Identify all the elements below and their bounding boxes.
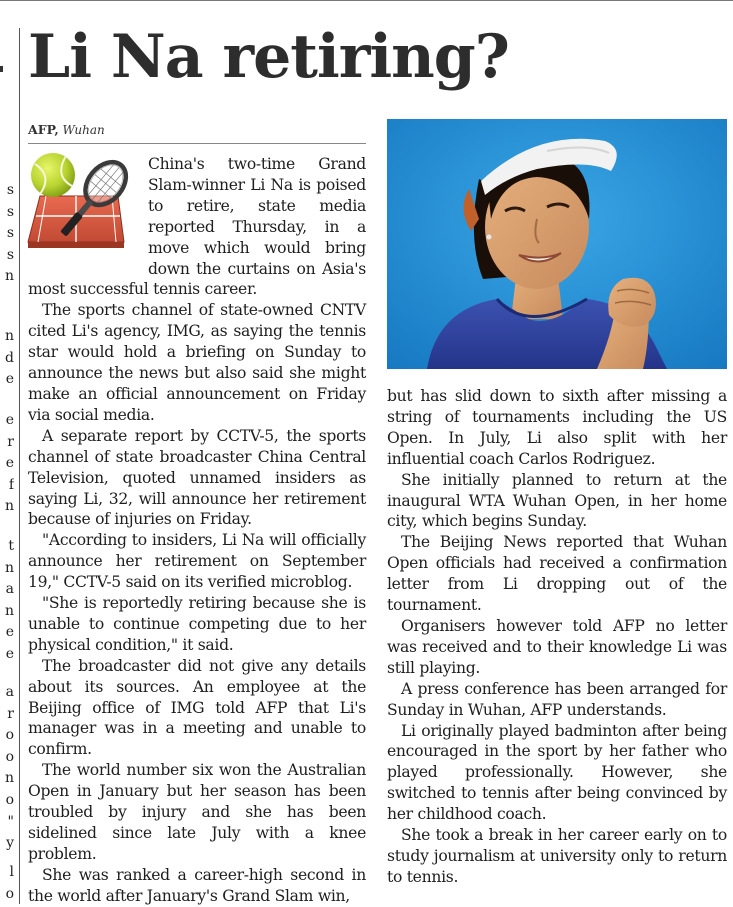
article-paragraph: A separate report by CCTV-5, the sports channel of state broadcaster China Central Television, quoted unnamed insiders as saying Li, 32, will announce her retirement because of injuries on Friday. bbox=[28, 426, 366, 529]
byline bbox=[28, 122, 105, 137]
byline-agency: AFP, bbox=[28, 122, 59, 137]
article-paragraph: The broadcaster did not give any details about its sources. An employee at the Beijing office of IMG told AFP that Li's manager was in a meeting and unable to confirm. bbox=[28, 656, 366, 759]
previous-article-fragment: n d e bbox=[4, 328, 14, 388]
previous-article-fragment: l o bbox=[5, 864, 14, 902]
previous-article-fragment: s s s s n bbox=[4, 182, 14, 285]
byline-rule bbox=[28, 143, 366, 144]
article-paragraph: The world number six won the Australian Open in January but her season has been troubled by injury and she has been sidelined since late July with a knee problem. bbox=[28, 761, 366, 863]
top-rule bbox=[0, 0, 733, 1]
previous-article-fragment: a r o o n o " y bbox=[4, 684, 14, 852]
article-column-left bbox=[28, 154, 366, 907]
article-paragraph: A press conference has been arranged for Sunday in Wuhan, AFP understands. bbox=[387, 679, 727, 719]
article-paragraph: She initially planned to return at the inaugural WTA Wuhan Open, in her home city, which begins Sunday. bbox=[387, 470, 727, 531]
article-paragraph: She was ranked a career-high second in the world after January's Grand Slam win, bbox=[28, 865, 366, 905]
margin-mark bbox=[0, 66, 3, 72]
article-paragraph: She took a break in her career early on to study journalism at university only to return to tennis. bbox=[387, 826, 727, 886]
headline: Li Na retiring? bbox=[28, 22, 509, 92]
article-paragraph: The sports channel of state-owned CNTV cited Li's agency, IMG, as saying the tennis star would hold a briefing on Sunday to announce the news but also said she might make an official announcement on Friday via social media. bbox=[28, 301, 366, 424]
byline-city: Wuhan bbox=[62, 123, 105, 137]
article-paragraph: "She is reportedly retiring because she is unable to continue competing due to her physical condition," it said. bbox=[28, 594, 366, 654]
icon-wrap-space bbox=[28, 154, 148, 278]
previous-article-fragment: t n a n e e bbox=[4, 538, 14, 662]
article-paragraph: Organisers however told AFP no letter was received and to their knowledge Li was still playing. bbox=[387, 616, 727, 677]
li-na-fist-pump-photo bbox=[387, 119, 727, 369]
previous-article-fragment: e r e f n bbox=[4, 412, 14, 515]
article-paragraph: China's two-time Grand Slam-winner Li Na is poised to retire, state media reported Thursday, in a move which would bring down the curtains on Asia's most successful tennis career. bbox=[28, 155, 366, 299]
article-column-right bbox=[387, 386, 727, 888]
column-divider bbox=[19, 28, 20, 904]
article-paragraph: but has slid down to sixth after missing a string of tournaments including the US Open. In July, Li also split with her influential coach Carlos Rodriguez. bbox=[387, 387, 727, 468]
article-paragraph: Li originally played badminton after being encouraged in the sport by her father who played professionally. However, she switched to tennis after being convinced by her childhood coach. bbox=[387, 721, 727, 824]
article-paragraph: The Beijing News reported that Wuhan Open officials had received a confirmation letter from Li dropping out of the tournament. bbox=[387, 533, 727, 615]
article-paragraph: "According to insiders, Li Na will officially announce her retirement on September 19," CCTV-5 said on its verified microblog. bbox=[28, 531, 366, 592]
